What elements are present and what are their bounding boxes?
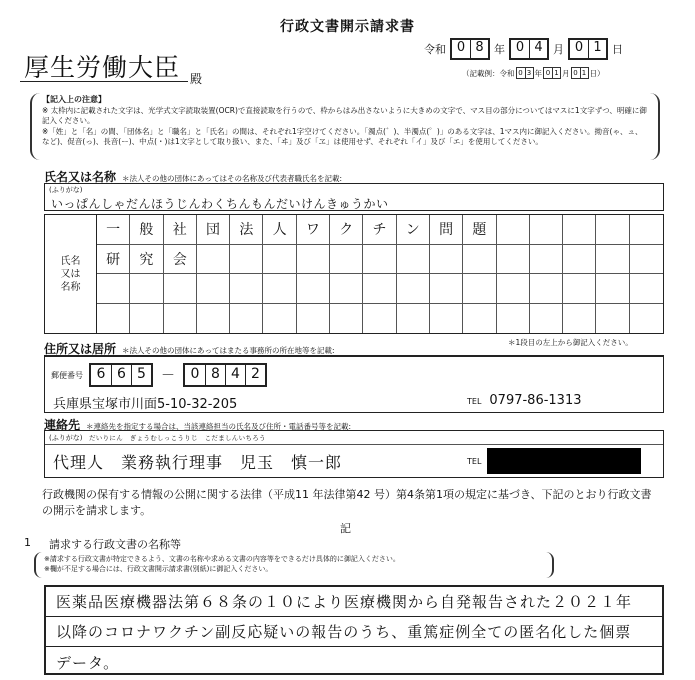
name-grid-cell: 会 (164, 245, 197, 275)
name-furigana: いっぱんしゃだんほうじんわくちんもんだいけんきゅうかい (51, 197, 389, 211)
date-row (420, 38, 627, 60)
name-grid-cell (197, 274, 230, 304)
name-grid-cell: 一 (97, 215, 130, 245)
name-grid-cell (530, 274, 563, 304)
name-grid-cell (430, 245, 463, 275)
date-example-day (571, 67, 589, 79)
day-field[interactable] (568, 38, 608, 60)
postal-label: 郵便番号 (51, 370, 83, 380)
name-grid-cell (330, 245, 363, 275)
date-example-month-label: 月 (562, 68, 570, 78)
postal-digit: 8 (205, 365, 225, 385)
name-grid-cell (97, 304, 130, 334)
contact-tel-label: TEL (467, 457, 482, 466)
name-grid-cell (330, 304, 363, 334)
year-label: 年 (494, 43, 505, 56)
name-grid-cell (363, 274, 396, 304)
year-digit: 0 (456, 40, 466, 55)
form-title: 行政文書開示請求書 (280, 19, 415, 35)
name-grid-cell: 究 (130, 245, 163, 275)
requested-document-field[interactable] (44, 585, 664, 675)
name-grid-cell (630, 245, 663, 275)
name-grid-cell (263, 245, 296, 275)
postal-digit: 4 (225, 365, 245, 385)
furigana-tag: (ふりがな) (49, 434, 83, 442)
addressee-underline (20, 81, 188, 82)
name-grid-cell (630, 215, 663, 245)
name-grid-side-label (45, 215, 97, 333)
item-note: ※請求する行政文書が特定できるよう、文書の名称や求める文書の内容等をできるだけ具体的に御記入ください。 (44, 555, 400, 563)
address-section-note: ＊法人その他の団体にあってはまたる事務所の所在地等を記載: (122, 346, 335, 355)
name-grid-cell (596, 304, 629, 334)
contact-section-label: 連絡先 (44, 418, 81, 432)
example-digit: 1 (580, 68, 588, 78)
name-grid-cell: 般 (130, 215, 163, 245)
entry-note: ※「姓」と「名」の間、「団体名」と「職名」と「氏名」の間は、それぞれ1字空けてください。「濁点(゛)、半濁点(゜)」のある文字は、1マス内に御記入ください。拗音(ゃ、ュ、など)、促音(っ)、長音(ー)、中点(・)は1文字として取り扱い、また、「ヰ」及び「ヱ」は使用せず、それぞれ「イ」及び「エ」を使用してください。 (42, 126, 643, 146)
name-grid-cell (230, 274, 263, 304)
postal-digit: 5 (131, 365, 151, 385)
name-grid-cell (563, 304, 596, 334)
name-grid-cell (397, 274, 430, 304)
name-grid-cell: チ (363, 215, 396, 245)
tel-label: TEL (467, 397, 482, 406)
tel-number: 0797-86-1313 (489, 393, 582, 408)
contact-field[interactable] (44, 430, 664, 478)
name-grid-cell (263, 274, 296, 304)
name-grid-cell (530, 215, 563, 245)
name-grid-cell (563, 245, 596, 275)
side-label: 氏名 (60, 255, 81, 267)
month-field[interactable] (509, 38, 549, 60)
name-grid-cell (97, 274, 130, 304)
side-label: 名称 (60, 281, 81, 293)
name-section-label: 氏名又は名称 (44, 170, 117, 184)
year-digit: 8 (470, 40, 488, 58)
name-grid-cell: ワ (297, 215, 330, 245)
example-digit: 0 (545, 69, 551, 77)
name-grid-cell (463, 274, 496, 304)
name-grid-cell: 問 (430, 215, 463, 245)
contact-furigana: だいりにん ぎょうむしっこうりじ こだましんいちろう (89, 434, 266, 442)
era-label: 令和 (424, 43, 446, 56)
name-grid-cell: 研 (97, 245, 130, 275)
name-grid-cell (497, 245, 530, 275)
item-note: ※欄が不足する場合には、行政文書開示請求書(別紙)に御記入ください。 (44, 565, 273, 573)
name-grid-cell (530, 245, 563, 275)
name-section-note: ＊法人その他の団体にあってはその名称及び代表者職氏名を記載: (122, 174, 342, 183)
contact-section-note: ＊連絡先を指定する場合は、当該連絡担当の氏名及び住所・電話番号等を記載: (86, 422, 352, 431)
entry-notes-heading: 【記入上の注意】 (42, 95, 106, 104)
postal-dash: － (161, 368, 175, 384)
month-digit: 4 (529, 40, 547, 58)
name-grid-cell: ク (330, 215, 363, 245)
contact-divider (45, 444, 663, 445)
date-example-year (516, 67, 534, 79)
name-grid-cell (363, 304, 396, 334)
address-field[interactable] (44, 355, 664, 413)
name-grid-cell (430, 304, 463, 334)
date-example-year-label: 年 (534, 68, 542, 78)
name-grid-cell (630, 274, 663, 304)
addressee: 厚生労働大臣 (24, 53, 181, 82)
date-example-day-label: 日） (589, 68, 605, 78)
postal-code-row (51, 363, 267, 387)
request-statement: 行政機関の保有する情報の公開に関する法律（平成11 年法律第42 号）第4条第1項の規定に基づき、下記のとおり行政文書の開示を請求します。 (42, 488, 652, 517)
furigana-tag: (ふりがな) (49, 186, 83, 194)
name-grid-cell (497, 304, 530, 334)
date-example-prefix: （記載例：令和 (462, 68, 515, 78)
example-digit: 1 (552, 68, 560, 78)
ki-heading: 記 (340, 522, 351, 535)
date-example-month (543, 67, 561, 79)
requested-document-line: 以降のコロナワクチン副反応疑いの報告のうち、重篤症例全ての匿名化した個票 (46, 617, 662, 647)
name-grid-cell (596, 274, 629, 304)
name-grid-cell (397, 304, 430, 334)
name-grid-cell (164, 304, 197, 334)
item-1-header (24, 536, 181, 552)
item-number: 1 (24, 536, 31, 549)
name-grid-cell (630, 304, 663, 334)
name-grid-cell (130, 274, 163, 304)
day-digit: 0 (574, 40, 584, 55)
name-furigana-field[interactable] (44, 183, 664, 211)
name-grid-cell (596, 245, 629, 275)
name-grid-cell (297, 245, 330, 275)
date-example (462, 67, 605, 79)
name-grid-field[interactable] (44, 214, 664, 334)
name-grid-note: ＊1段目の左上から御記入ください。 (508, 338, 633, 347)
address-text: 兵庫県宝塚市川面5-10-32-205 (53, 397, 238, 412)
name-grid-cell (563, 215, 596, 245)
name-grid-cell (297, 274, 330, 304)
contact-name: 代理人 業務執行理事 児玉 慎一郎 (53, 453, 343, 472)
item-1-notes (34, 552, 554, 578)
name-grid-cell (130, 304, 163, 334)
name-grid-cell (197, 304, 230, 334)
name-grid-cell (230, 245, 263, 275)
name-grid-cell (430, 274, 463, 304)
month-label: 月 (553, 43, 564, 56)
requested-document-line: データ。 (56, 653, 120, 672)
side-label: 又は (60, 268, 81, 280)
name-grid-cell (463, 245, 496, 275)
day-digit: 1 (588, 40, 606, 58)
name-grid-cell (363, 245, 396, 275)
name-character-grid (97, 215, 663, 333)
name-grid-cell (530, 304, 563, 334)
postal-code-first[interactable] (89, 363, 153, 387)
address-section-label: 住所又は居所 (44, 342, 117, 356)
name-grid-cell (297, 304, 330, 334)
name-grid-cell (497, 274, 530, 304)
example-digit: 3 (525, 68, 533, 78)
postal-digit: 6 (96, 366, 106, 382)
name-grid-cell (497, 215, 530, 245)
name-grid-cell: 団 (197, 215, 230, 245)
item-label: 請求する行政文書の名称等 (49, 538, 181, 551)
example-digit: 0 (573, 69, 578, 77)
addressee-suffix: 殿 (190, 72, 203, 86)
entry-note: ※ 太枠内に記載された文字は、光学式文字読取装置(OCR)で直接読取を行うので、枠からはみ出さないように大きめの文字で、マス目の部分についてはマスに1文字ずつ、明確に御記入ください。 (42, 105, 647, 125)
redacted-phone (487, 448, 641, 474)
entry-notes (30, 93, 660, 160)
name-grid-cell (596, 215, 629, 245)
day-label: 日 (612, 43, 623, 56)
postal-digit: 0 (190, 366, 200, 382)
postal-code-second[interactable] (183, 363, 267, 387)
month-digit: 0 (515, 40, 525, 55)
year-field[interactable] (450, 38, 490, 60)
name-grid-cell (563, 274, 596, 304)
name-grid-cell (197, 245, 230, 275)
name-grid-cell: 社 (164, 215, 197, 245)
requested-document-line: 医薬品医療機器法第６８条の１０により医療機関から自発報告された２０２１年 (46, 587, 662, 617)
example-digit: 0 (518, 69, 523, 77)
postal-digit: 6 (111, 365, 131, 385)
address-phone (467, 393, 582, 408)
name-grid-cell (330, 274, 363, 304)
name-grid-cell (164, 274, 197, 304)
name-grid-cell (397, 245, 430, 275)
name-grid-cell (263, 304, 296, 334)
name-grid-cell: ン (397, 215, 430, 245)
name-grid-cell: 人 (263, 215, 296, 245)
name-grid-cell (463, 304, 496, 334)
name-grid-cell: 題 (463, 215, 496, 245)
postal-digit: 2 (245, 365, 265, 385)
name-grid-cell (230, 304, 263, 334)
name-grid-cell: 法 (230, 215, 263, 245)
